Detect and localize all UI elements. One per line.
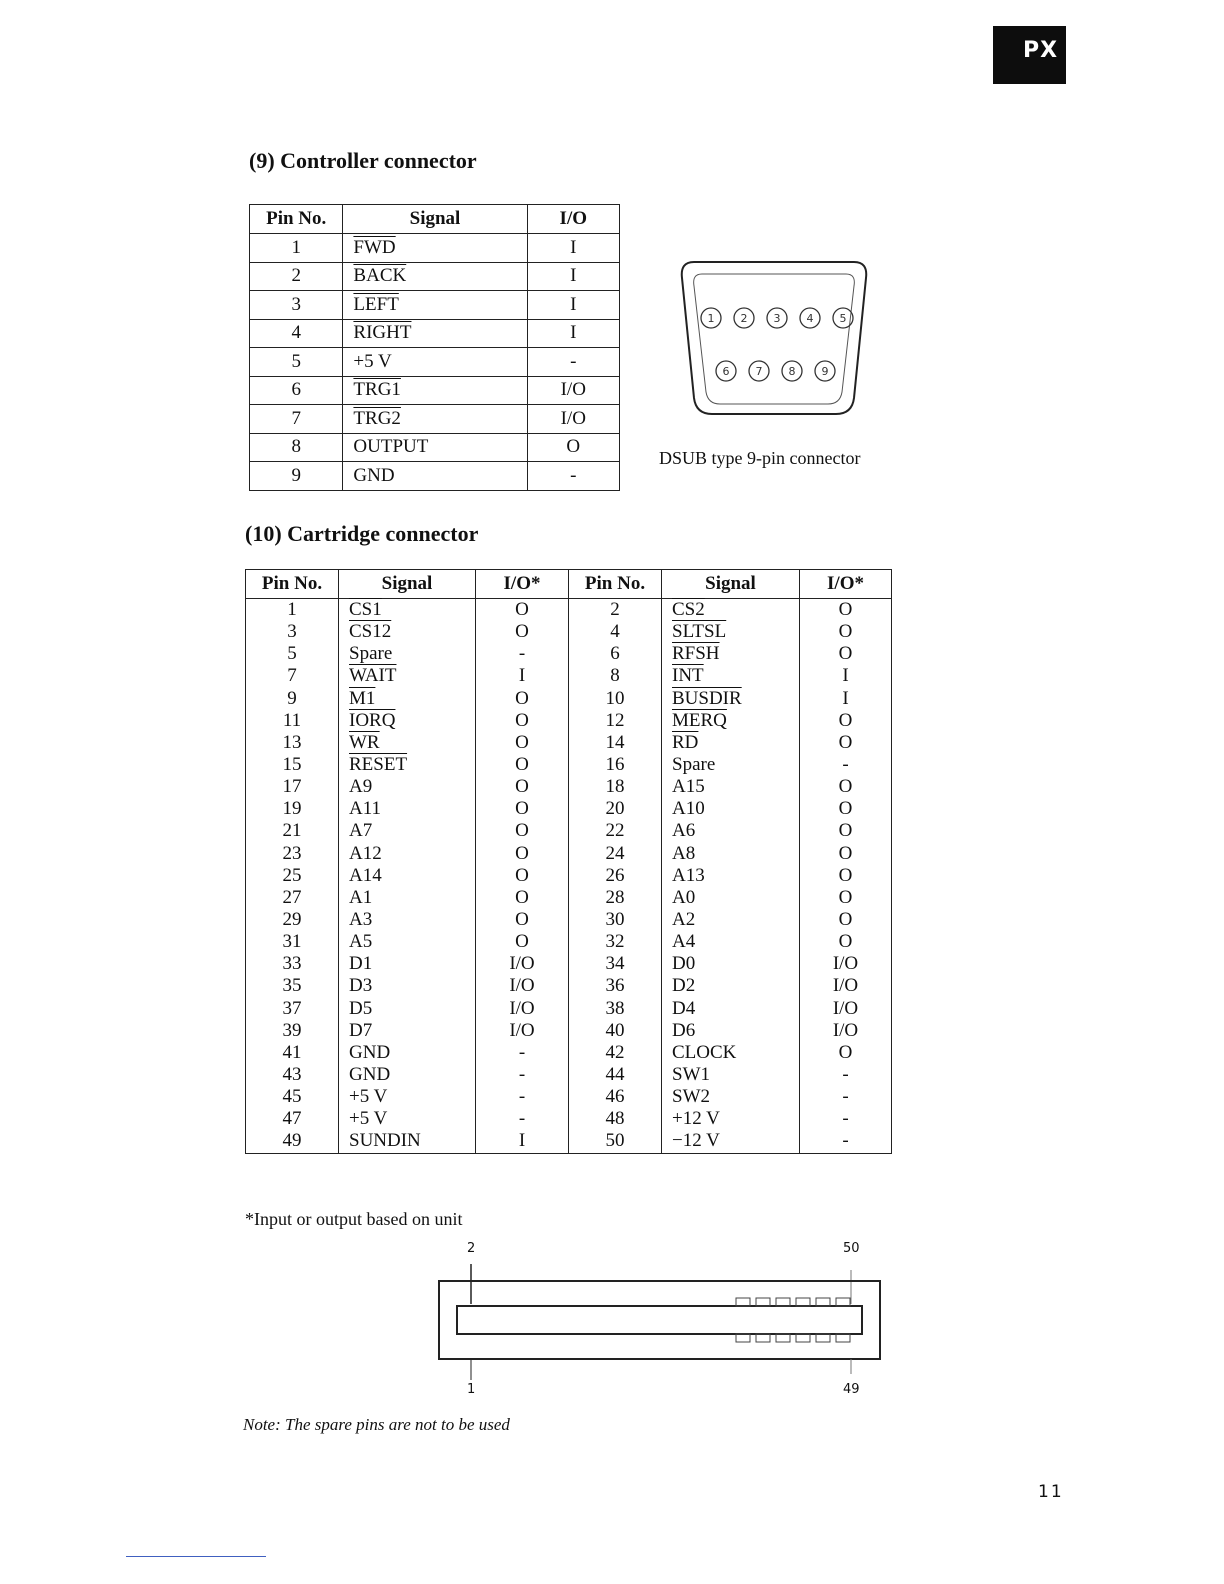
pin-number-label: 8 — [788, 365, 796, 378]
pin-cell: 41 — [246, 1042, 339, 1064]
contact-pad-icon — [736, 1334, 750, 1342]
io-cell: - — [527, 462, 619, 491]
signal-cell: Spare — [662, 754, 800, 776]
table-row — [250, 234, 620, 263]
signal-cell: BACK — [343, 262, 527, 291]
contact-pad-icon — [816, 1334, 830, 1342]
signal-cell: GND — [339, 1042, 476, 1064]
table-row — [246, 843, 892, 865]
signal-cell: $\overline{WR}$ — [339, 732, 476, 754]
io-cell: I/O — [527, 376, 619, 405]
table-row — [246, 953, 892, 975]
io-cell: O — [800, 776, 892, 798]
table-row — [250, 433, 620, 462]
contact-pad-icon — [836, 1334, 850, 1342]
signal-cell: RIGHT — [343, 319, 527, 348]
table-row — [246, 931, 892, 953]
pin-cell: 14 — [569, 732, 662, 754]
signal-cell: SW1 — [662, 1064, 800, 1086]
controller-table — [249, 204, 620, 491]
pin-label-1: 1 — [467, 1382, 476, 1397]
io-cell: O — [476, 621, 569, 643]
pin-cell: 32 — [569, 931, 662, 953]
signal-cell: RESET — [339, 754, 476, 776]
contact-pad-icon — [836, 1298, 850, 1306]
io-cell: - — [800, 1086, 892, 1108]
contact-pad-icon — [776, 1298, 790, 1306]
io-cell: I/O — [476, 998, 569, 1020]
pin-cell: 8 — [569, 665, 662, 687]
io-cell: O — [476, 865, 569, 887]
pin-number-label: 2 — [740, 312, 748, 325]
table-row — [246, 776, 892, 798]
pin-cell: 40 — [569, 1020, 662, 1042]
spare-pins-note: Note: The spare pins are not to be used — [243, 1415, 510, 1434]
signal-cell: TRG1 — [343, 376, 527, 405]
contact-pad-icon — [776, 1334, 790, 1342]
signal-cell: WAIT — [339, 665, 476, 687]
cartridge-table-body — [246, 599, 892, 1154]
table-row — [246, 975, 892, 997]
pin-cell: 12 — [569, 710, 662, 732]
contact-pad-icon — [796, 1298, 810, 1306]
table-row — [246, 820, 892, 842]
io-footnote: *Input or output based on unit — [245, 1209, 463, 1229]
pin-cell: 6 — [569, 643, 662, 665]
table-row — [246, 1086, 892, 1108]
table-row — [246, 665, 892, 687]
io-cell: I/O — [476, 1020, 569, 1042]
pin-cell: 28 — [569, 887, 662, 909]
bottom-rule — [126, 1556, 266, 1557]
signal-cell: A7 — [339, 820, 476, 842]
io-cell: O — [800, 798, 892, 820]
pin-cell: 36 — [569, 975, 662, 997]
pin-cell: 8 — [250, 433, 343, 462]
cartridge-table — [245, 569, 892, 1154]
io-cell: I — [527, 291, 619, 320]
pin-cell: 7 — [250, 405, 343, 434]
table-row — [246, 887, 892, 909]
pin-cell: 44 — [569, 1064, 662, 1086]
table-row — [246, 754, 892, 776]
signal-cell: A15 — [662, 776, 800, 798]
io-cell: O — [476, 931, 569, 953]
pin-cell: 49 — [246, 1130, 339, 1153]
table-row — [250, 376, 620, 405]
pin-cell: 22 — [569, 820, 662, 842]
pin-number-label: 7 — [755, 365, 763, 378]
contact-pad-icon — [756, 1298, 770, 1306]
table-row — [246, 732, 892, 754]
table-row — [246, 643, 892, 665]
pin-cell: 42 — [569, 1042, 662, 1064]
pin-label-49: 49 — [843, 1382, 860, 1397]
pin-cell: 9 — [246, 688, 339, 710]
table-row — [250, 319, 620, 348]
table-row — [246, 599, 892, 622]
io-cell: I — [476, 665, 569, 687]
table-header-row — [250, 205, 620, 234]
io-cell: - — [800, 754, 892, 776]
signal-cell: CS2 — [662, 599, 800, 622]
io-cell: O — [800, 887, 892, 909]
pin-cell: 39 — [246, 1020, 339, 1042]
io-cell: I/O — [800, 975, 892, 997]
pin-cell: 27 — [246, 887, 339, 909]
pin-cell: 31 — [246, 931, 339, 953]
io-cell: O — [800, 820, 892, 842]
table-header-row — [246, 570, 892, 599]
signal-cell: D2 — [662, 975, 800, 997]
pin-number-label: 3 — [773, 312, 781, 325]
io-cell: I/O — [800, 1020, 892, 1042]
signal-cell: CS12 — [339, 621, 476, 643]
signal-cell: $\overline{RD}$ — [662, 732, 800, 754]
signal-cell: OUTPUT — [343, 433, 527, 462]
pin-cell: 2 — [250, 262, 343, 291]
pin-cell: 46 — [569, 1086, 662, 1108]
contact-pad-icon — [756, 1334, 770, 1342]
pin-cell: 6 — [250, 376, 343, 405]
header-pin-right: Pin No. — [569, 570, 662, 599]
signal-cell: D3 — [339, 975, 476, 997]
section-tab: PX — [993, 26, 1066, 84]
io-cell: O — [800, 732, 892, 754]
contact-pad-icon — [736, 1298, 750, 1306]
header-pin-left: Pin No. — [246, 570, 339, 599]
io-cell: O — [800, 621, 892, 643]
io-cell: I — [476, 1130, 569, 1153]
io-cell: I/O — [800, 953, 892, 975]
io-cell: O — [476, 688, 569, 710]
io-cell: I/O — [800, 998, 892, 1020]
header-pin: Pin No. — [250, 205, 343, 234]
pin-cell: 9 — [250, 462, 343, 491]
signal-cell: TRG2 — [343, 405, 527, 434]
table-row — [246, 621, 892, 643]
pin-cell: 3 — [246, 621, 339, 643]
io-cell: - — [476, 643, 569, 665]
contact-pad-icon — [796, 1334, 810, 1342]
signal-cell: $\overline{FWD}$ — [343, 234, 527, 263]
table-row — [250, 262, 620, 291]
signal-cell: D6 — [662, 1020, 800, 1042]
pin-cell: 29 — [246, 909, 339, 931]
pin-number-label: 6 — [722, 365, 730, 378]
pin-cell: 3 — [250, 291, 343, 320]
pin-cell: 20 — [569, 798, 662, 820]
pin-cell: 38 — [569, 998, 662, 1020]
io-cell: I/O — [476, 953, 569, 975]
table-row — [246, 1130, 892, 1153]
signal-cell: A12 — [339, 843, 476, 865]
signal-cell: CS1 — [339, 599, 476, 622]
signal-cell: +12 V — [662, 1108, 800, 1130]
pin-cell: 33 — [246, 953, 339, 975]
io-cell: - — [476, 1086, 569, 1108]
header-io-left: I/O* — [476, 570, 569, 599]
signal-cell: A3 — [339, 909, 476, 931]
pin-cell: 11 — [246, 710, 339, 732]
pin-cell: 45 — [246, 1086, 339, 1108]
signal-cell: A10 — [662, 798, 800, 820]
io-cell: I — [527, 234, 619, 263]
pin-cell: 5 — [250, 348, 343, 377]
signal-cell: GND — [339, 1064, 476, 1086]
header-signal-left: Signal — [339, 570, 476, 599]
pin-cell: 24 — [569, 843, 662, 865]
signal-cell: A14 — [339, 865, 476, 887]
signal-cell: SLTSL — [662, 621, 800, 643]
pin-cell: 2 — [569, 599, 662, 622]
signal-cell: $\overline{INT}$ — [662, 665, 800, 687]
pin-cell: 21 — [246, 820, 339, 842]
signal-cell: A9 — [339, 776, 476, 798]
signal-cell: GND — [343, 462, 527, 491]
pin-cell: 50 — [569, 1130, 662, 1153]
io-cell: I — [527, 262, 619, 291]
io-cell: O — [800, 1042, 892, 1064]
pin-cell: 25 — [246, 865, 339, 887]
table-row — [250, 348, 620, 377]
io-cell: O — [800, 931, 892, 953]
table-row — [250, 462, 620, 491]
table-row — [246, 865, 892, 887]
signal-cell: Spare — [339, 643, 476, 665]
signal-cell: MERQ — [662, 710, 800, 732]
pin-label-2: 2 — [467, 1241, 476, 1256]
io-cell: O — [476, 843, 569, 865]
pin-cell: 4 — [250, 319, 343, 348]
pin-number-label: 5 — [839, 312, 847, 325]
signal-cell: CLOCK — [662, 1042, 800, 1064]
dsub-caption: DSUB type 9-pin connector — [659, 448, 861, 468]
pin-cell: 13 — [246, 732, 339, 754]
dsub-9-connector-diagram — [676, 258, 872, 428]
io-cell: O — [800, 710, 892, 732]
pin-number-label: 4 — [806, 312, 814, 325]
signal-cell: A0 — [662, 887, 800, 909]
io-cell: O — [800, 643, 892, 665]
io-cell: O — [800, 599, 892, 622]
table-row — [246, 710, 892, 732]
io-cell: - — [476, 1064, 569, 1086]
contact-pad-icon — [816, 1298, 830, 1306]
pin-cell: 23 — [246, 843, 339, 865]
pin-cell: 7 — [246, 665, 339, 687]
io-cell: O — [476, 710, 569, 732]
signal-cell: D4 — [662, 998, 800, 1020]
controller-heading: (9) Controller connector — [249, 148, 477, 173]
pin-number-label: 1 — [707, 312, 715, 325]
io-cell: O — [800, 843, 892, 865]
signal-cell: SW2 — [662, 1086, 800, 1108]
page-number: 11 — [1038, 1482, 1064, 1502]
pin-cell: 17 — [246, 776, 339, 798]
io-cell: O — [527, 433, 619, 462]
pin-cell: 43 — [246, 1064, 339, 1086]
signal-cell: A8 — [662, 843, 800, 865]
io-cell: I — [527, 319, 619, 348]
signal-cell: D5 — [339, 998, 476, 1020]
io-cell: - — [476, 1042, 569, 1064]
signal-cell: RFSH — [662, 643, 800, 665]
io-cell: O — [476, 776, 569, 798]
table-row — [246, 688, 892, 710]
table-row — [246, 909, 892, 931]
signal-cell: A2 — [662, 909, 800, 931]
header-signal: Signal — [343, 205, 527, 234]
io-cell: O — [800, 909, 892, 931]
signal-cell: +5 V — [339, 1108, 476, 1130]
table-row — [246, 1042, 892, 1064]
signal-cell: A13 — [662, 865, 800, 887]
table-row — [246, 1108, 892, 1130]
signal-cell: M1 — [339, 688, 476, 710]
signal-cell: A6 — [662, 820, 800, 842]
io-cell: O — [476, 909, 569, 931]
signal-cell: A1 — [339, 887, 476, 909]
io-cell: - — [527, 348, 619, 377]
signal-cell: BUSDIR — [662, 688, 800, 710]
signal-cell: A4 — [662, 931, 800, 953]
table-row — [250, 291, 620, 320]
table-row — [250, 405, 620, 434]
pin-cell: 5 — [246, 643, 339, 665]
header-signal-right: Signal — [662, 570, 800, 599]
table-row — [246, 1064, 892, 1086]
table-row — [246, 998, 892, 1020]
cartridge-heading: (10) Cartridge connector — [245, 521, 479, 546]
io-cell: I/O — [476, 975, 569, 997]
pin-cell: 16 — [569, 754, 662, 776]
pin-cell: 10 — [569, 688, 662, 710]
io-cell: O — [476, 732, 569, 754]
pin-cell: 1 — [250, 234, 343, 263]
pin-cell: 35 — [246, 975, 339, 997]
table-row — [246, 1020, 892, 1042]
pin-cell: 30 — [569, 909, 662, 931]
io-cell: - — [476, 1108, 569, 1130]
pin-cell: 34 — [569, 953, 662, 975]
io-cell: - — [800, 1130, 892, 1153]
pin-cell: 37 — [246, 998, 339, 1020]
signal-cell: +5 V — [339, 1086, 476, 1108]
signal-cell: D0 — [662, 953, 800, 975]
signal-cell: +5 V — [343, 348, 527, 377]
pin-cell: 15 — [246, 754, 339, 776]
signal-cell: LEFT — [343, 291, 527, 320]
signal-cell: −12 V — [662, 1130, 800, 1153]
io-cell: I — [800, 665, 892, 687]
io-cell: O — [476, 820, 569, 842]
signal-cell: SUNDIN — [339, 1130, 476, 1153]
pin-cell: 26 — [569, 865, 662, 887]
io-cell: I — [800, 688, 892, 710]
signal-cell: IORQ — [339, 710, 476, 732]
signal-cell: A11 — [339, 798, 476, 820]
header-io-right: I/O* — [800, 570, 892, 599]
pin-cell: 47 — [246, 1108, 339, 1130]
io-cell: O — [476, 599, 569, 622]
pin-cell: 1 — [246, 599, 339, 622]
signal-cell: D1 — [339, 953, 476, 975]
pin-number-label: 9 — [821, 365, 829, 378]
signal-cell: A5 — [339, 931, 476, 953]
pin-cell: 48 — [569, 1108, 662, 1130]
pin-cell: 4 — [569, 621, 662, 643]
io-cell: - — [800, 1108, 892, 1130]
io-cell: O — [476, 798, 569, 820]
pin-cell: 19 — [246, 798, 339, 820]
header-io: I/O — [527, 205, 619, 234]
controller-table-body — [250, 234, 620, 491]
signal-cell: D7 — [339, 1020, 476, 1042]
io-cell: I/O — [527, 405, 619, 434]
table-row — [246, 798, 892, 820]
io-cell: O — [476, 887, 569, 909]
edge-connector-diagram — [430, 1256, 890, 1382]
io-cell: O — [800, 865, 892, 887]
io-cell: O — [476, 754, 569, 776]
io-cell: - — [800, 1064, 892, 1086]
pin-cell: 18 — [569, 776, 662, 798]
pin-label-50: 50 — [843, 1241, 860, 1256]
